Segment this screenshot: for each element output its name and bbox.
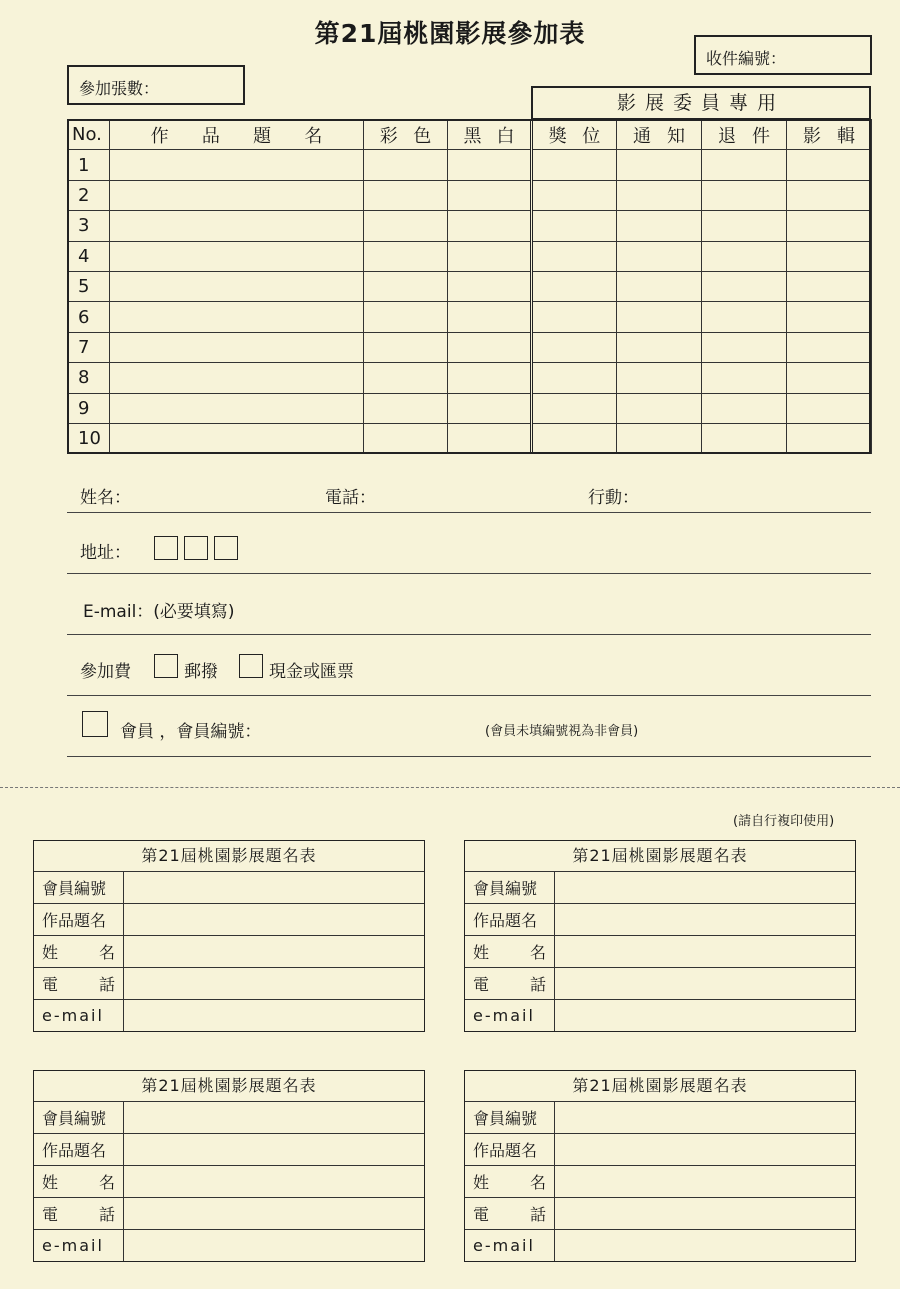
card-key-name: 姓 名 bbox=[465, 1166, 555, 1197]
cell-notify[interactable] bbox=[617, 271, 702, 301]
cell-album[interactable] bbox=[787, 241, 872, 271]
card-row-member-no bbox=[34, 872, 424, 904]
cell-award[interactable] bbox=[532, 241, 617, 271]
cell-color[interactable] bbox=[364, 241, 448, 271]
card-row-email bbox=[34, 1230, 424, 1261]
cell-return[interactable] bbox=[702, 180, 787, 210]
card-value-email[interactable] bbox=[555, 1000, 855, 1031]
table-row bbox=[68, 150, 872, 180]
cell-award[interactable] bbox=[532, 150, 617, 180]
row-number: 8 bbox=[68, 363, 110, 393]
member-note: (會員未填編號視為非會員) bbox=[485, 724, 639, 739]
copy-note: (請自行複印使用) bbox=[733, 814, 835, 829]
card-value-work-title[interactable] bbox=[124, 904, 424, 935]
card-row-phone bbox=[465, 968, 855, 1000]
cell-color[interactable] bbox=[364, 150, 448, 180]
cell-bw[interactable] bbox=[448, 271, 532, 301]
col-header-award: 獎 位 bbox=[532, 120, 617, 150]
cell-album[interactable] bbox=[787, 271, 872, 301]
cell-notify[interactable] bbox=[617, 363, 702, 393]
label-card-2 bbox=[464, 840, 856, 1032]
postal-code-box-3[interactable] bbox=[214, 536, 238, 560]
card-key-member-no: 會員編號 bbox=[34, 1102, 124, 1133]
cell-album[interactable] bbox=[787, 302, 872, 332]
cell-color[interactable] bbox=[364, 393, 448, 423]
cell-title[interactable] bbox=[110, 393, 364, 423]
cash-label: 現金或匯票 bbox=[269, 662, 354, 682]
cell-return[interactable] bbox=[702, 423, 787, 453]
cell-return[interactable] bbox=[702, 302, 787, 332]
email-field-line[interactable] bbox=[67, 634, 871, 635]
card-value-work-title[interactable] bbox=[555, 904, 855, 935]
col-header-color: 彩 色 bbox=[364, 120, 448, 150]
cell-notify[interactable] bbox=[617, 180, 702, 210]
cell-return[interactable] bbox=[702, 241, 787, 271]
card-key-name: 姓 名 bbox=[465, 936, 555, 967]
cell-award[interactable] bbox=[532, 302, 617, 332]
card-value-member-no[interactable] bbox=[555, 1102, 855, 1133]
col-header-album: 影 輯 bbox=[787, 120, 872, 150]
row-number: 5 bbox=[68, 271, 110, 301]
card-key-work-title: 作品題名 bbox=[34, 1134, 124, 1165]
cell-award[interactable] bbox=[532, 211, 617, 241]
cell-title[interactable] bbox=[110, 332, 364, 362]
card-value-email[interactable] bbox=[124, 1000, 424, 1031]
label-card-3 bbox=[33, 1070, 425, 1262]
cell-album[interactable] bbox=[787, 423, 872, 453]
card-value-name[interactable] bbox=[124, 1166, 424, 1197]
table-header-row bbox=[68, 120, 872, 150]
cell-bw[interactable] bbox=[448, 180, 532, 210]
card-value-work-title[interactable] bbox=[124, 1134, 424, 1165]
cell-return[interactable] bbox=[702, 393, 787, 423]
cell-album[interactable] bbox=[787, 211, 872, 241]
card-value-member-no[interactable] bbox=[124, 872, 424, 903]
row-number: 6 bbox=[68, 302, 110, 332]
committee-only-header bbox=[531, 86, 871, 120]
card-row-phone bbox=[34, 968, 424, 1000]
cell-bw[interactable] bbox=[448, 363, 532, 393]
card-row-name bbox=[465, 1166, 855, 1198]
card-row-name bbox=[465, 936, 855, 968]
card-title: 第21屆桃園影展題名表 bbox=[465, 1071, 855, 1102]
cell-title[interactable] bbox=[110, 241, 364, 271]
postal-transfer-checkbox[interactable] bbox=[154, 654, 178, 678]
cell-return[interactable] bbox=[702, 363, 787, 393]
address-label: 地址： bbox=[80, 543, 131, 563]
card-row-work-title bbox=[34, 1134, 424, 1166]
cell-bw[interactable] bbox=[448, 423, 532, 453]
card-key-work-title: 作品題名 bbox=[465, 1134, 555, 1165]
fee-field-line bbox=[67, 695, 871, 696]
card-value-phone[interactable] bbox=[124, 968, 424, 999]
member-label: 會員 ，會員編號： bbox=[120, 722, 262, 742]
row-number: 1 bbox=[68, 150, 110, 180]
card-value-email[interactable] bbox=[555, 1230, 855, 1261]
cell-bw[interactable] bbox=[448, 302, 532, 332]
card-row-email bbox=[465, 1000, 855, 1031]
card-value-name[interactable] bbox=[555, 1166, 855, 1197]
cell-color[interactable] bbox=[364, 211, 448, 241]
card-value-name[interactable] bbox=[124, 936, 424, 967]
cell-bw[interactable] bbox=[448, 332, 532, 362]
cell-color[interactable] bbox=[364, 302, 448, 332]
card-row-member-no bbox=[34, 1102, 424, 1134]
card-key-phone: 電 話 bbox=[34, 1198, 124, 1229]
cell-notify[interactable] bbox=[617, 211, 702, 241]
card-row-name bbox=[34, 936, 424, 968]
col-header-title: 作 品 題 名 bbox=[110, 120, 364, 150]
cell-notify[interactable] bbox=[617, 302, 702, 332]
cell-album[interactable] bbox=[787, 393, 872, 423]
postal-code-box-1[interactable] bbox=[154, 536, 178, 560]
cell-bw[interactable] bbox=[448, 211, 532, 241]
cell-color[interactable] bbox=[364, 332, 448, 362]
cell-album[interactable] bbox=[787, 150, 872, 180]
postal-code-box-2[interactable] bbox=[184, 536, 208, 560]
row-number: 3 bbox=[68, 211, 110, 241]
cell-title[interactable] bbox=[110, 271, 364, 301]
card-key-name: 姓 名 bbox=[34, 936, 124, 967]
card-key-email: e-mail bbox=[34, 1000, 124, 1031]
cell-notify[interactable] bbox=[617, 241, 702, 271]
cell-notify[interactable] bbox=[617, 150, 702, 180]
row-number: 10 bbox=[68, 423, 110, 453]
row-number: 9 bbox=[68, 393, 110, 423]
row-number: 7 bbox=[68, 332, 110, 362]
postal-transfer-label: 郵撥 bbox=[184, 662, 218, 682]
table-row bbox=[68, 271, 872, 301]
card-row-work-title bbox=[34, 904, 424, 936]
cell-award[interactable] bbox=[532, 393, 617, 423]
card-value-work-title[interactable] bbox=[555, 1134, 855, 1165]
card-row-phone bbox=[465, 1198, 855, 1230]
receipt-number-label: 收件編號： bbox=[706, 49, 787, 68]
cell-album[interactable] bbox=[787, 363, 872, 393]
cell-return[interactable] bbox=[702, 211, 787, 241]
row-number: 2 bbox=[68, 180, 110, 210]
card-key-member-no: 會員編號 bbox=[465, 1102, 555, 1133]
card-row-member-no bbox=[465, 872, 855, 904]
cell-return[interactable] bbox=[702, 271, 787, 301]
cell-award[interactable] bbox=[532, 423, 617, 453]
card-value-member-no[interactable] bbox=[124, 1102, 424, 1133]
col-header-notify: 通 知 bbox=[617, 120, 702, 150]
card-title: 第21屆桃園影展題名表 bbox=[34, 1071, 424, 1102]
cell-notify[interactable] bbox=[617, 423, 702, 453]
cell-award[interactable] bbox=[532, 180, 617, 210]
cell-bw[interactable] bbox=[448, 393, 532, 423]
cell-title[interactable] bbox=[110, 423, 364, 453]
card-value-email[interactable] bbox=[124, 1230, 424, 1261]
cash-checkbox[interactable] bbox=[239, 654, 263, 678]
card-key-email: e-mail bbox=[465, 1230, 555, 1261]
col-header-return: 退 件 bbox=[702, 120, 787, 150]
cell-award[interactable] bbox=[532, 332, 617, 362]
entry-table bbox=[67, 119, 872, 454]
table-row bbox=[68, 363, 872, 393]
card-title: 第21屆桃園影展題名表 bbox=[34, 841, 424, 872]
card-value-name[interactable] bbox=[555, 936, 855, 967]
table-row bbox=[68, 302, 872, 332]
card-row-name bbox=[34, 1166, 424, 1198]
card-key-phone: 電 話 bbox=[34, 968, 124, 999]
card-row-work-title bbox=[465, 1134, 855, 1166]
card-key-work-title: 作品題名 bbox=[465, 904, 555, 935]
cell-color[interactable] bbox=[364, 180, 448, 210]
email-label: E-mail：(必要填寫) bbox=[83, 602, 235, 622]
member-checkbox[interactable] bbox=[82, 711, 108, 737]
committee-only-label: 影展委員專用 bbox=[616, 92, 785, 114]
card-row-work-title bbox=[465, 904, 855, 936]
card-row-email bbox=[465, 1230, 855, 1261]
table-row bbox=[68, 332, 872, 362]
cell-album[interactable] bbox=[787, 332, 872, 362]
card-value-phone[interactable] bbox=[555, 968, 855, 999]
address-field-line[interactable] bbox=[67, 573, 871, 574]
fee-label: 參加費 bbox=[80, 662, 131, 682]
label-card-1 bbox=[33, 840, 425, 1032]
phone-label: 電話： bbox=[325, 488, 376, 508]
cell-album[interactable] bbox=[787, 180, 872, 210]
member-field-line[interactable] bbox=[67, 756, 871, 757]
cell-title[interactable] bbox=[110, 363, 364, 393]
name-label: 姓名： bbox=[80, 488, 131, 508]
card-key-member-no: 會員編號 bbox=[34, 872, 124, 903]
col-header-no: No. bbox=[68, 120, 110, 150]
card-row-member-no bbox=[465, 1102, 855, 1134]
col-header-bw: 黑 白 bbox=[448, 120, 532, 150]
card-key-name: 姓 名 bbox=[34, 1166, 124, 1197]
name-phone-field-line[interactable] bbox=[67, 512, 871, 513]
table-row bbox=[68, 241, 872, 271]
cell-color[interactable] bbox=[364, 423, 448, 453]
cell-title[interactable] bbox=[110, 180, 364, 210]
cell-color[interactable] bbox=[364, 363, 448, 393]
mobile-label: 行動： bbox=[588, 488, 639, 508]
table-row bbox=[68, 393, 872, 423]
card-value-phone[interactable] bbox=[124, 1198, 424, 1229]
cell-return[interactable] bbox=[702, 332, 787, 362]
cell-title[interactable] bbox=[110, 150, 364, 180]
table-row bbox=[68, 180, 872, 210]
cell-award[interactable] bbox=[532, 271, 617, 301]
card-key-phone: 電 話 bbox=[465, 1198, 555, 1229]
table-row bbox=[68, 211, 872, 241]
cell-notify[interactable] bbox=[617, 332, 702, 362]
cell-title[interactable] bbox=[110, 211, 364, 241]
card-row-email bbox=[34, 1000, 424, 1031]
row-number: 4 bbox=[68, 241, 110, 271]
label-card-4 bbox=[464, 1070, 856, 1262]
cell-award[interactable] bbox=[532, 363, 617, 393]
cell-title[interactable] bbox=[110, 302, 364, 332]
card-title: 第21屆桃園影展題名表 bbox=[465, 841, 855, 872]
cell-notify[interactable] bbox=[617, 393, 702, 423]
sheet-count-box[interactable] bbox=[67, 65, 245, 105]
card-key-work-title: 作品題名 bbox=[34, 904, 124, 935]
cell-return[interactable] bbox=[702, 150, 787, 180]
card-value-member-no[interactable] bbox=[555, 872, 855, 903]
card-row-phone bbox=[34, 1198, 424, 1230]
card-key-phone: 電 話 bbox=[465, 968, 555, 999]
card-value-phone[interactable] bbox=[555, 1198, 855, 1229]
card-key-email: e-mail bbox=[465, 1000, 555, 1031]
table-row bbox=[68, 423, 872, 453]
receipt-number-box[interactable] bbox=[694, 35, 872, 75]
cut-line bbox=[0, 787, 900, 788]
page-title: 第21屆桃園影展參加表 bbox=[314, 19, 586, 48]
sheet-count-label: 參加張數： bbox=[79, 79, 160, 98]
cell-color[interactable] bbox=[364, 271, 448, 301]
cell-bw[interactable] bbox=[448, 241, 532, 271]
card-key-member-no: 會員編號 bbox=[465, 872, 555, 903]
cell-bw[interactable] bbox=[448, 150, 532, 180]
card-key-email: e-mail bbox=[34, 1230, 124, 1261]
